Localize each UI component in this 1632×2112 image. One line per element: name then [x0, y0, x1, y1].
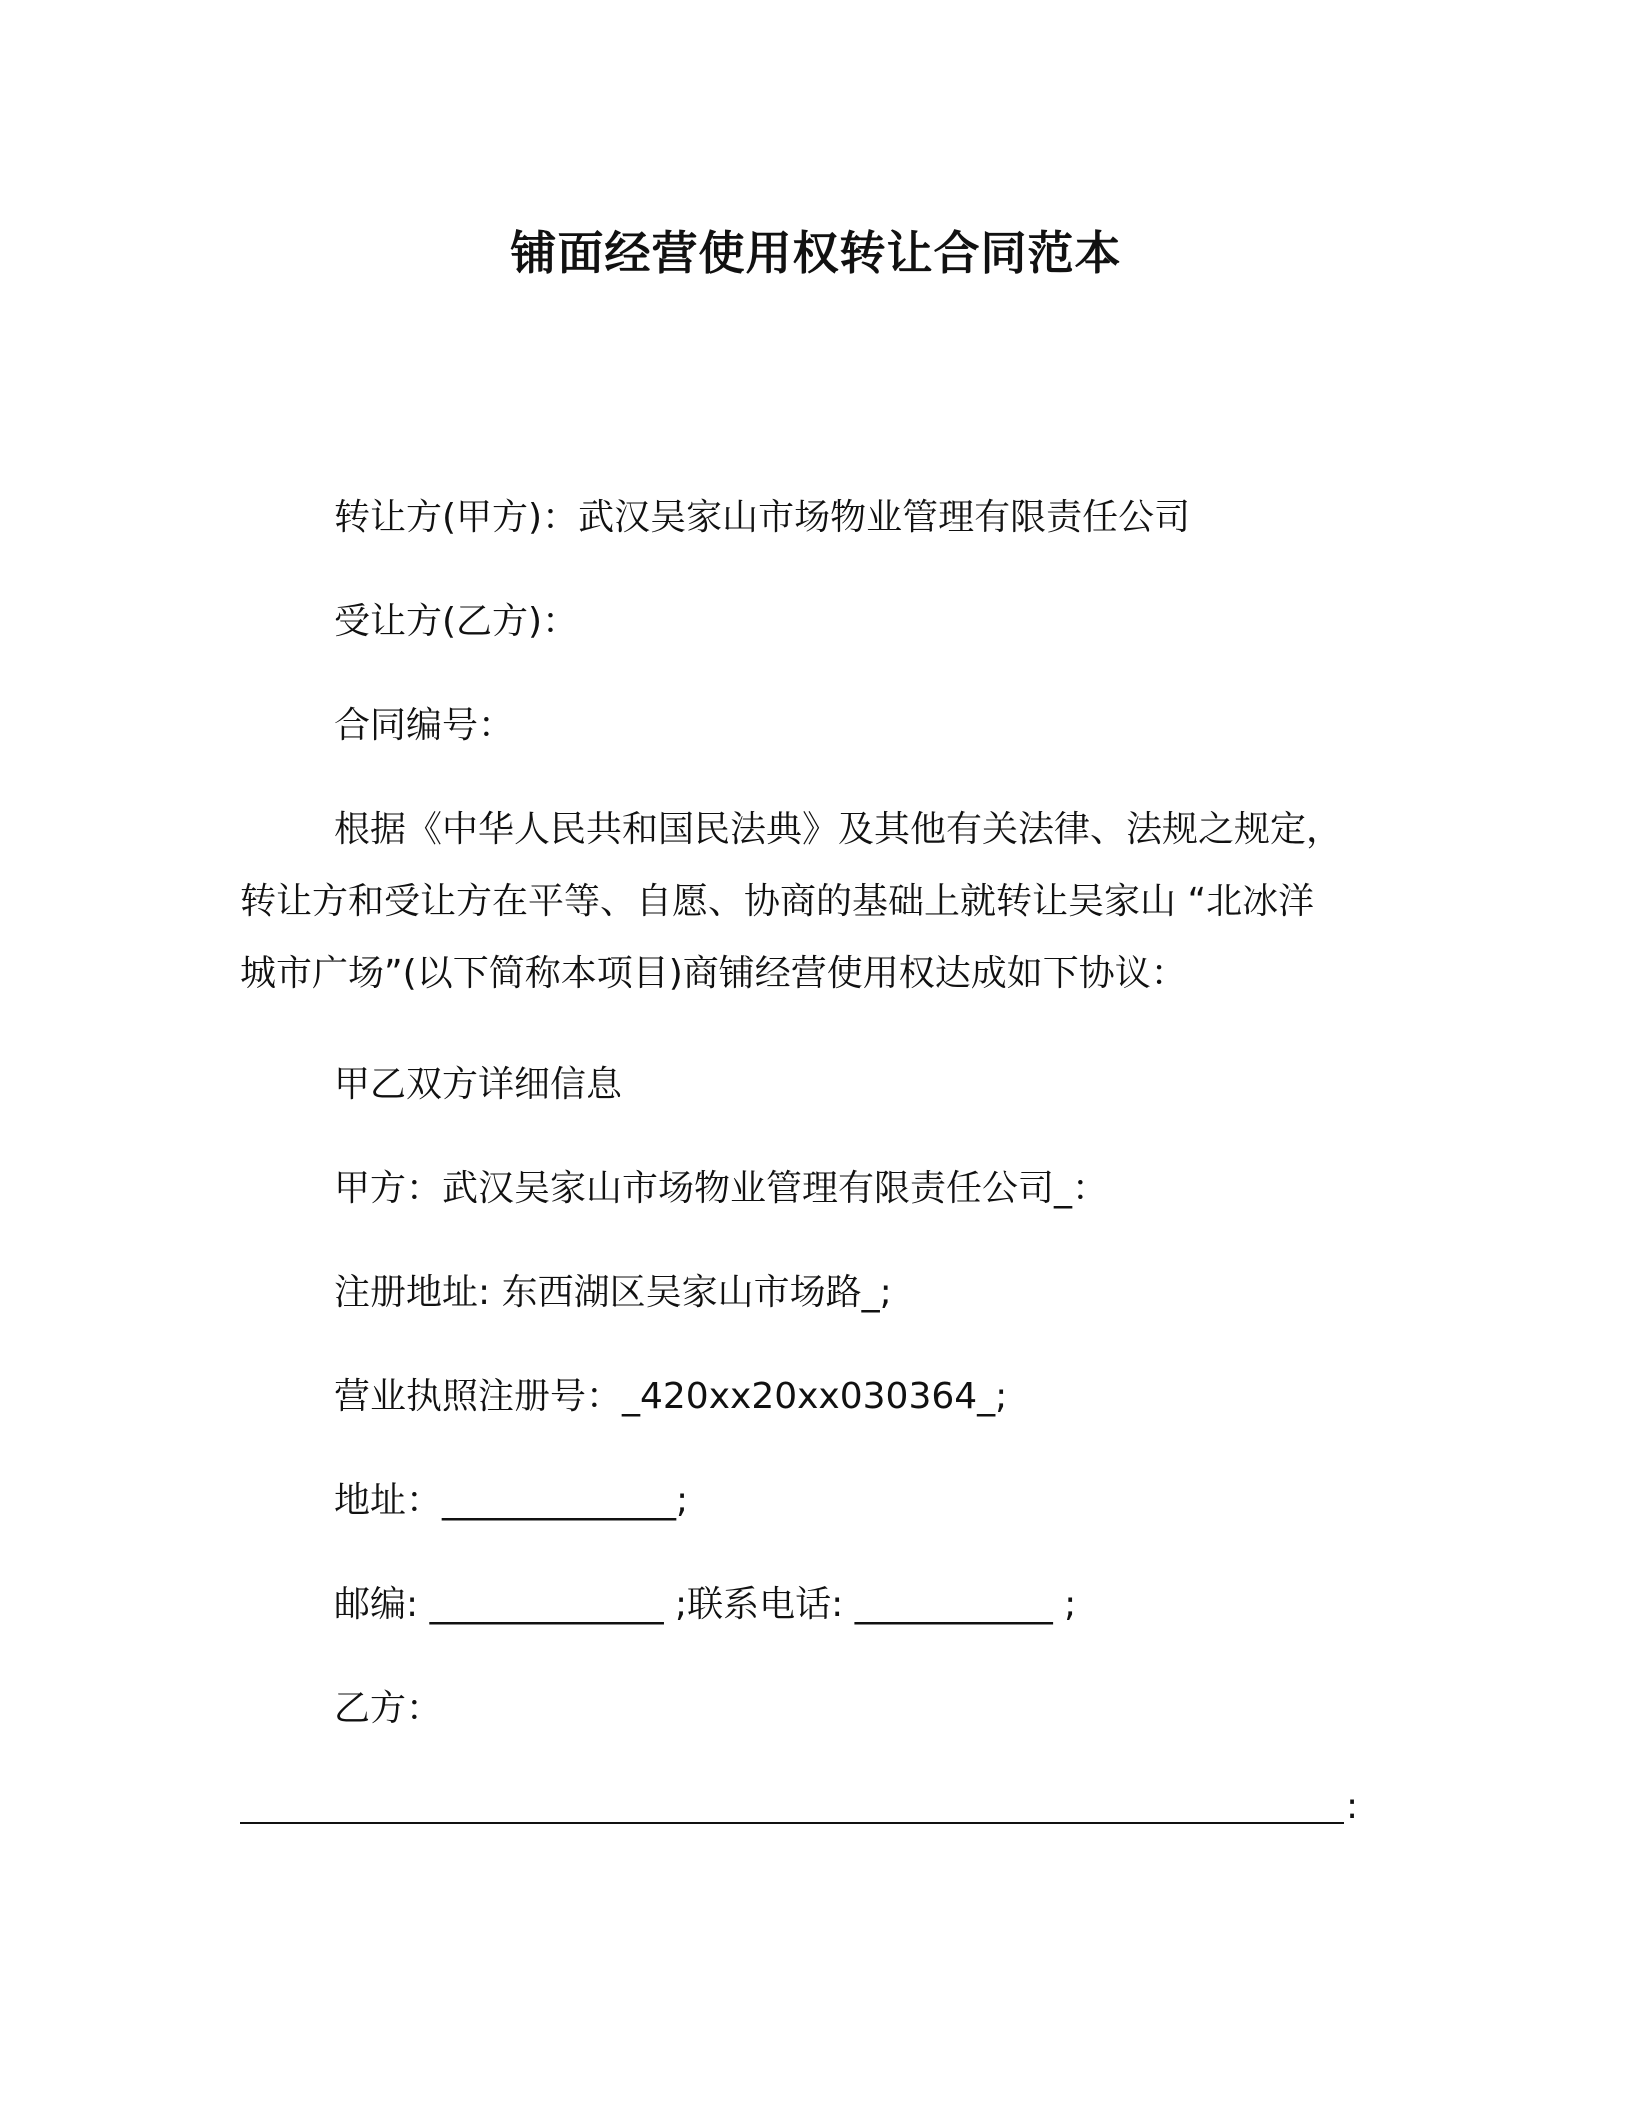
preamble-line-3: 城市广场”(以下简称本项目)商铺经营使用权达成如下协议： [240, 953, 1187, 994]
transferee-line: 受让方(乙方)： [334, 601, 579, 642]
license-number-line: 营业执照注册号：_420xx20xx030364_; [334, 1376, 1008, 1417]
preamble-line-2: 转让方和受让方在平等、自愿、协商的基础上就转让吴家山 “北冰洋 [240, 881, 1315, 922]
blank-underline [240, 1822, 1344, 1824]
party-b-line: 乙方： [334, 1688, 443, 1729]
transferor-line: 转让方(甲方)：武汉吴家山市场物业管理有限责任公司 [334, 497, 1191, 538]
registered-address-line: 注册地址: 东西湖区吴家山市场路_; [334, 1272, 892, 1313]
preamble-line-1: 根据《中华人民共和国民法典》及其他有关法律、法规之规定， [334, 809, 1343, 850]
contract-number-line: 合同编号： [334, 705, 515, 746]
details-heading: 甲乙双方详细信息 [334, 1064, 623, 1105]
preamble-paragraph [240, 794, 1380, 1010]
party-b-blank-line [240, 1782, 1380, 1832]
postcode-phone-line: 邮编: _____________ ;联系电话: ___________ ; [334, 1584, 1077, 1625]
address-line: 地址：_____________; [334, 1480, 689, 1521]
document-title: 铺面经营使用权转让合同范本 [510, 226, 1122, 280]
party-b-blank-tail: : [1346, 1786, 1359, 1827]
party-a-line: 甲方：武汉吴家山市场物业管理有限责任公司_： [334, 1168, 1109, 1209]
